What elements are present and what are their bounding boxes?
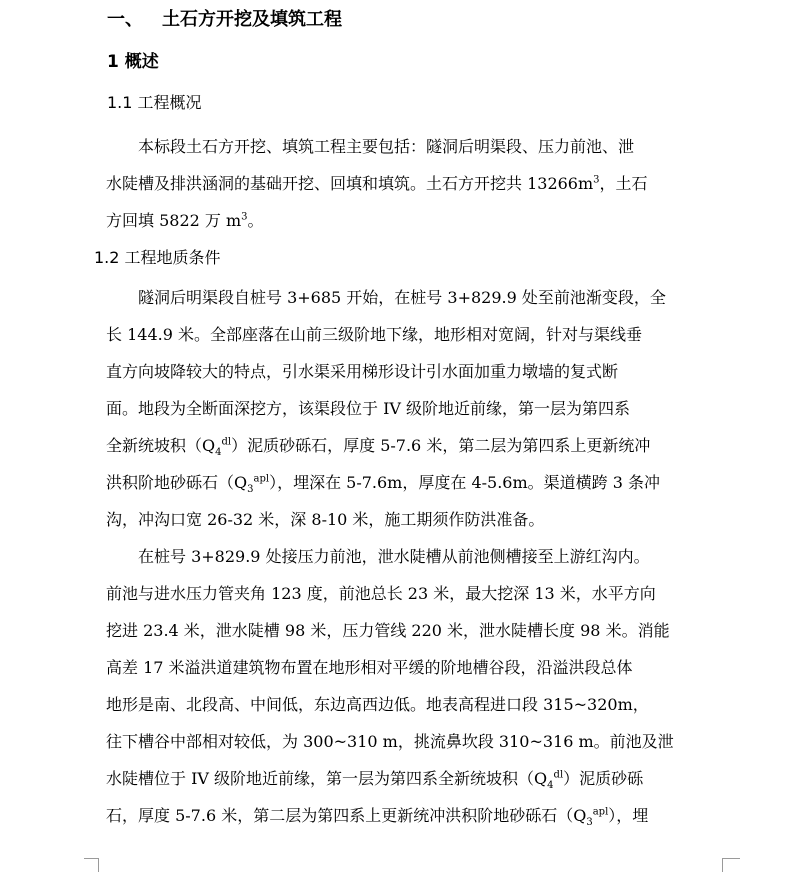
paragraph-line: 往下槽谷中部相对较低，为 300~310 m，挑流鼻坎段 310~316 m。前池及泄 (106, 732, 674, 751)
subscript: 3 (586, 817, 593, 829)
line-text: 水陡槽及排洪涵洞的基础开挖、回填和填筑。土石方开挖共 13266m (106, 174, 594, 193)
paragraph-line: 直方向坡降较大的特点，引水渠采用梯形设计引水面加重力墩墙的复式断 (106, 362, 619, 381)
paragraph-line (106, 202, 718, 239)
margin-corner-mark-right-vertical (722, 858, 723, 872)
margin-corner-mark-left-vertical (98, 858, 99, 872)
paragraph-line: 地形是南、北段高、中间低，东边高西边低。地表高程进口段 315~320m， (106, 695, 649, 714)
heading-1-title: 土石方开挖及填筑工程 (162, 9, 342, 30)
section-1-1-title: 1.1 工程概况 (107, 93, 202, 112)
paragraph-line (106, 797, 718, 834)
paragraph-line: 挖进 23.4 米，泄水陡槽 98 米，压力管线 220 米，泄水陡槽长度 98 米。消能 (106, 621, 670, 640)
heading-1-number: 一、 (107, 9, 143, 30)
section-1-2-paragraph-2 (106, 538, 718, 834)
line-text: 水陡槽位于 IV 级阶地近前缘，第一层为第四系全新统坡积（Q (106, 769, 548, 788)
margin-corner-mark-left (84, 858, 98, 871)
line-text: ），埋深在 5-7.6m，厚度在 4-5.6m。渠道横跨 3 条冲 (269, 473, 660, 492)
paragraph-line (106, 165, 718, 202)
paragraph-line (106, 760, 718, 797)
margin-corner-mark-right (722, 858, 740, 871)
section-1-1-paragraph (106, 128, 718, 239)
line-text: 洪积阶地砂砾石（Q (106, 473, 248, 492)
paragraph-line: 前池与进水压力管夹角 123 度，前池总长 23 米，最大挖深 13 米，水平方向 (106, 584, 656, 603)
superscript: 3 (593, 174, 600, 186)
subscript: 3 (247, 484, 254, 496)
superscript: dl (221, 436, 232, 448)
paragraph-line: 长 144.9 米。全部座落在山前三级阶地下缘，地形相对宽阔，针对与渠线垂 (106, 325, 642, 344)
line-text: 。 (247, 211, 264, 230)
subscript: 4 (215, 447, 222, 459)
line-text: ）泥质砂砾石，厚度 5-7.6 米，第二层为第四系上更新统冲 (231, 436, 651, 455)
line-text: ，土石 (599, 174, 648, 193)
line-text: ），埋 (608, 806, 649, 825)
paragraph-line (106, 464, 718, 501)
heading-2: 1 概述 (107, 52, 159, 72)
section-1-2-title: 1.2 工程地质条件 (94, 248, 221, 267)
line-text: 方回填 5822 万 m (106, 211, 242, 230)
superscript: apl (253, 473, 270, 485)
superscript: dl (553, 769, 564, 781)
line-text: ）泥质砂砾 (563, 769, 644, 788)
paragraph-line: 在桩号 3+829.9 处接压力前池，泄水陡槽从前池侧槽接至上游红沟内。 (138, 547, 650, 566)
section-1-2-paragraph-1 (106, 279, 718, 538)
superscript: apl (592, 806, 609, 818)
paragraph-line: 沟，冲沟口宽 26-32 米，深 8-10 米，施工期须作防洪准备。 (106, 510, 545, 529)
subscript: 4 (547, 780, 554, 792)
paragraph-line: 高差 17 米溢洪道建筑物布置在地形相对平缓的阶地槽谷段，沿溢洪段总体 (106, 658, 633, 677)
paragraph-line: 本标段土石方开挖、填筑工程主要包括：隧洞后明渠段、压力前池、泄 (138, 137, 635, 156)
line-text: 石，厚度 5-7.6 米，第二层为第四系上更新统冲洪积阶地砂砾石（Q (106, 806, 587, 825)
superscript: 3 (241, 211, 248, 223)
heading-1 (107, 8, 342, 32)
paragraph-line: 面。地段为全断面深挖方，该渠段位于 IV 级阶地近前缘，第一层为第四系 (106, 399, 631, 418)
line-text: 全新统坡积（Q (106, 436, 216, 455)
paragraph-line (106, 427, 718, 464)
paragraph-line: 隧洞后明渠段自桩号 3+685 开始，在桩号 3+829.9 处至前池渐变段，全 (138, 288, 666, 307)
